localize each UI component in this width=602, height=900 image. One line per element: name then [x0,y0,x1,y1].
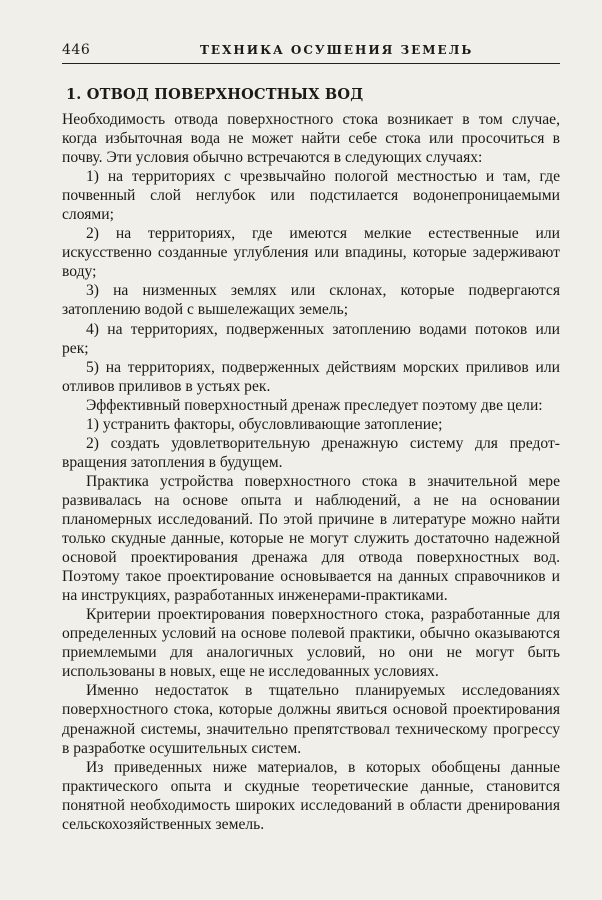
goal-item-2: 2) создать удовлетворительную дренажную систему для предотвращения затопления в будущем. [62,434,560,471]
list-item-4: 4) на территориях, подверженных затоплению водами потоков или рек; [62,320,560,357]
paragraph-lack-of-research: Именно недостаток в тщательно планируемых исследованиях поверхностного стока, которые должны явиться основой проектирования дренажной системы, значительно препятствовал техническому прогрессу в разработке осушительных систем. [62,682,560,757]
list-item-2: 2) на территориях, где имеются мелкие естественные или искусственно созданные углубления или впадины, которые задерживают воду; [62,225,560,281]
running-title: ТЕХНИКА ОСУШЕНИЯ ЗЕМЕЛЬ [200,43,474,57]
list-item-1: 1) на территориях с чрезвычайно пологой местностью и там, где почвенный слой неглубок или подстилается водонепроницаемыми слоями; [62,168,560,224]
paragraph-goals: Эффективный поверхностный дренаж преследует поэтому две цели: [86,396,543,414]
paragraph-practice: Практика устройства поверхностного стока в значительной мере развивалась на основе опыта и наблюдений, а не на основании планомерных исследований. По этой причине в литературе можно найти только скудные данные, которые не могут служить достаточно надежной основой проектирования дренажа для отвода поверхностных вод. Поэтому такое проектирование основывается на данных справочников и на инструкциях, разработанных инженерами-практиками. [62,472,560,605]
list-item-3: 3) на низменных землях или склонах, которые подвергаются затоплению водой с вышележащих земель; [62,282,560,319]
section-title: 1. ОТВОД ПОВЕРХНОСТНЫХ ВОД [66,86,364,103]
paragraph-intro: Необходимость отвода поверхностного стока возникает в том случае, когда избыточная вода не может найти себе стока или просочиться в почву. Эти условия обычно встречаются в следующих случаях: [62,111,560,167]
paragraph-criteria: Критерии проектирования поверхностного стока, разработанные для определенных условий на основе полевой практики, обычно оказываются приемлемыми для аналогичных условий, но они не могут быть использованы в новых, еще не исследованных условиях. [62,606,560,681]
list-item-5: 5) на территориях, подверженных действиям морских приливов или отливов приливов в устьях рек. [62,358,560,395]
goal-item-1: 1) устранить факторы, обусловливающие затопление; [86,415,443,433]
paragraph-conclusion: Из приведенных ниже материалов, в которых обобщены данные практического опыта и скудные теоретические данные, становится понятной необходимость широких исследований в области дренирования сельскохозяйственных земель. [62,758,560,833]
page-header [62,40,560,62]
page-number: 446 [62,42,91,58]
body-text [62,110,560,834]
header-rule [62,63,560,64]
